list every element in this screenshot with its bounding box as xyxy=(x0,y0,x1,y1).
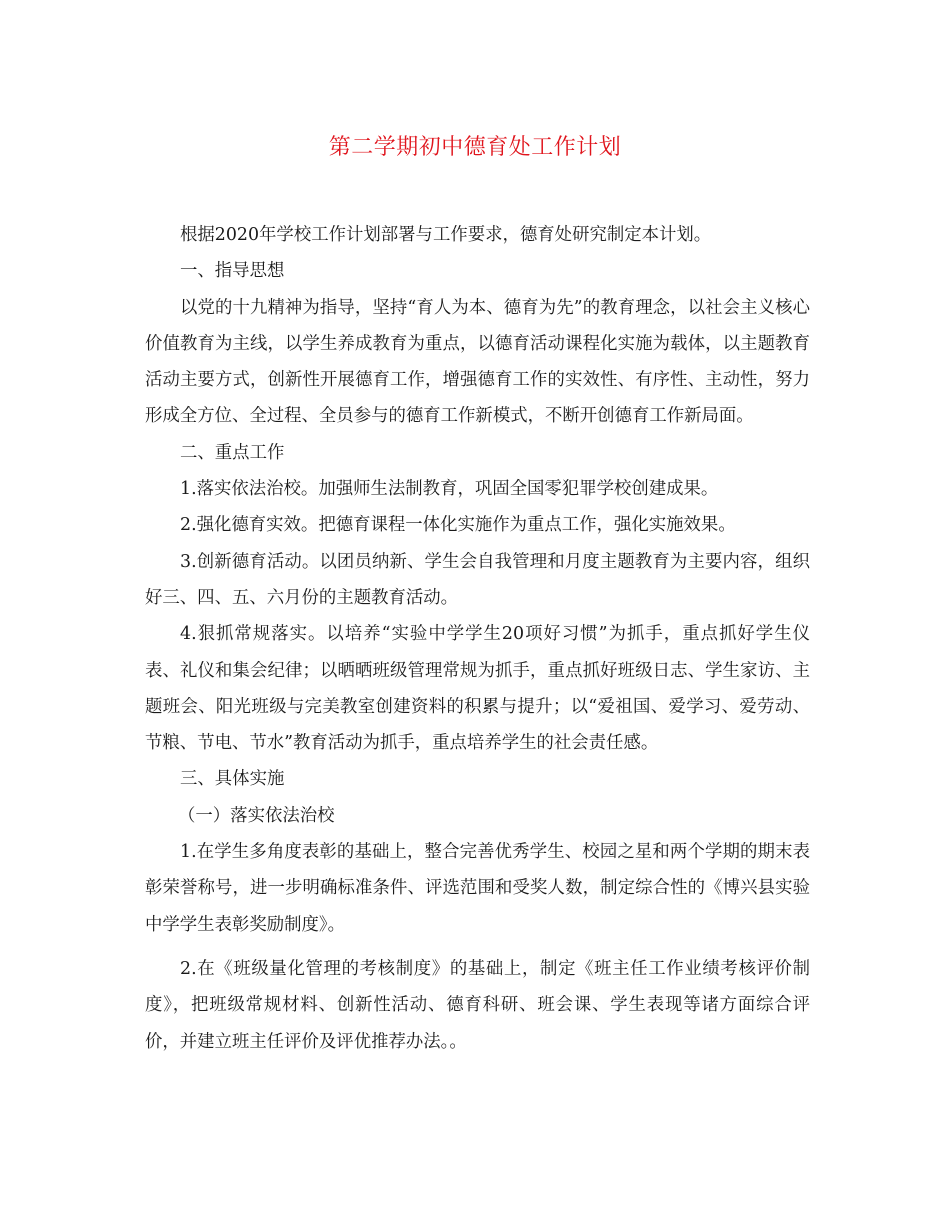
key-work-item-1: 1.落实依法治校。加强师生法制教育，巩固全国零犯罪学校创建成果。 xyxy=(180,479,719,500)
subsection-heading-rule-of-law: （一）落实依法治校 xyxy=(178,805,335,826)
section-heading-key-work: 二、重点工作 xyxy=(180,442,285,463)
document-title: 第二学期初中德育处工作计划 xyxy=(328,135,622,160)
document-body xyxy=(145,217,810,1060)
section-heading-implementation: 三、具体实施 xyxy=(180,769,285,790)
key-work-item-2: 2.强化德育实效。把德育课程一体化实施作为重点工作，强化实施效果。 xyxy=(180,515,736,536)
intro-paragraph: 根据2020年学校工作计划部署与工作要求，德育处研究制定本计划。 xyxy=(180,225,712,245)
key-work-item-4: 4.狠抓常规落实。以培养“实验中学学生20项好习惯”为抓手，重点抓好学生仪表、礼仪和集会纪律；以晒晒班级管理常规为抓手，重点抓好班级日志、学生家访、主题班会、阳光班级与完美教室创建资料的积累与提升；以“爱祖国、爱学习、爱劳动、节粮、节电、节水”教育活动为抓手，重点培养学生的社会责任感。 xyxy=(145,624,810,754)
implementation-item-1: 1.在学生多角度表彰的基础上，整合完善优秀学生、校园之星和两个学期的期末表彰荣誉称号，进一步明确标准条件、评选范围和受奖人数，制定综合性的《博兴县实验中学学生表彰奖励制度》。 xyxy=(145,842,810,935)
section-heading-guiding-ideology: 一、指导思想 xyxy=(180,261,285,282)
key-work-item-3: 3.创新德育活动。以团员纳新、学生会自我管理和月度主题教育为主要内容，组织好三、四、五、六月份的主题教育活动。 xyxy=(145,551,810,608)
guiding-ideology-paragraph: 以党的十九精神为指导，坚持“育人为本、德育为先”的教育理念，以社会主义核心价值教育为主线，以学生养成教育为重点，以德育活动课程化实施为载体，以主题教育活动主要方式，创新性开展德育工作，增强德育工作的实效性、有序性、主动性，努力形成全方位、全过程、全员参与的德育工作新模式，不断开创德育工作新局面。 xyxy=(145,297,810,427)
implementation-item-2: 2.在《班级量化管理的考核制度》的基础上，制定《班主任工作业绩考核评价制度》，把班级常规材料、创新性活动、德育科研、班会课、学生表现等诸方面综合评价，并建立班主任评价及评优推荐办法。。 xyxy=(145,958,810,1052)
